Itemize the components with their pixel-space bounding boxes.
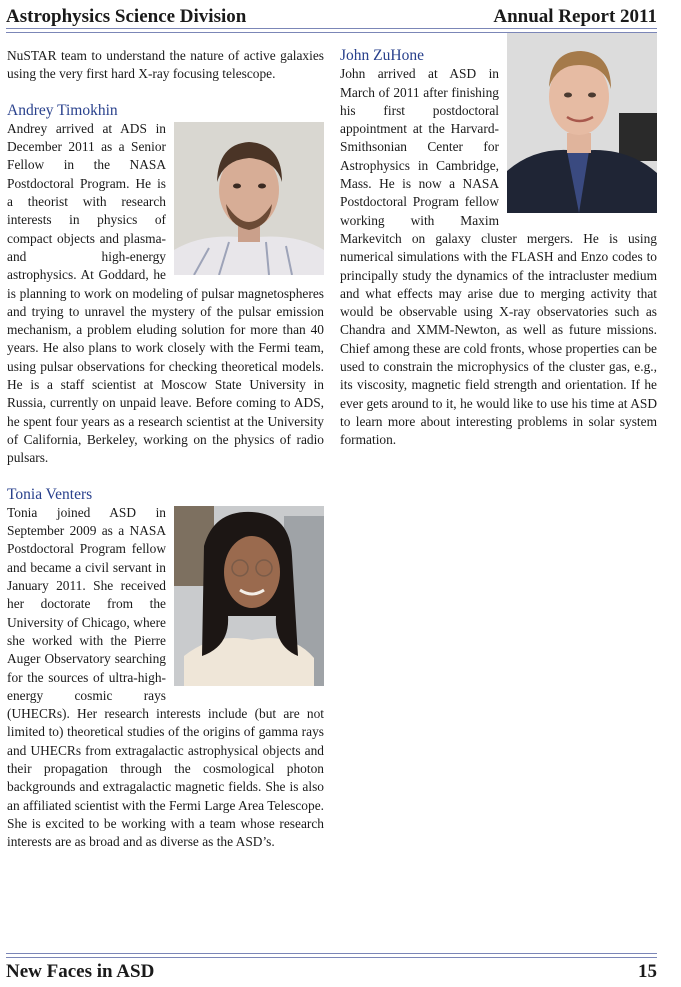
tonia-bio: Tonia joined ASD in September 2009 as a NASA Postdoctoral Program fellow and became a civil servant in January 2011. She received her doctorate from the University of Chicago, where she worked with the Pierre Auger Observatory searching for the sources of ultra-high-energy cosmic rays (UHECRs). Her research interests include (but are not limited to) theoretical studies of the origins of gamma rays and UHECRs from extragalactic astrophysical objects and their propagation through the cosmological photon backgrounds and extragalactic magnetic fields. She is also an affiliated scientist with the Fermi Large Area Telescope. She is excited to be working with a team whose research interests are as broad and as diverse as the ASD’s. <box>7 504 324 850</box>
john-bio: John arrived at ASD in March of 2011 after finishing his first postdoctoral appointment at the Harvard-Smithsonian Center for Astrophysics in Cambridge, Mass. He is now a NASA Postdoctoral Program fellow working with Maxim Markevitch on galaxy cluster mergers. He is using numerical simulations with the FLASH and Enzo codes to principally study the dynamics of the intracluster medium and what effects may arise due to merging activity that would be observable using X-ray observatories such as Chandra and XMM-Newton, as well as future missions. Chief among these are cold fronts, whose properties can be used to constrain the microphysics of the cluster gas, e.g., its viscosity, magnetic field strength and orientation. If he ever gets around to it, he would like to use his time at ASD to learn more about interesting problems in solar system formation. <box>340 66 657 448</box>
header-division: Astrophysics Science Division <box>6 6 247 27</box>
andrey-name-heading: Andrey Timokhin <box>7 101 118 119</box>
intro-paragraph: NuSTAR team to understand the nature of active galaxies using the very first hard X-ray focusing telescope. <box>7 48 324 82</box>
page-number: 15 <box>638 961 657 982</box>
page-footer <box>6 960 657 984</box>
footer-rule-2 <box>6 957 657 958</box>
page-header <box>6 2 657 28</box>
john-name-heading: John ZuHone <box>340 47 424 64</box>
right-column <box>340 47 657 450</box>
andrey-bio: Andrey arrived at ADS in December 2011 as a Senior Fellow in the NASA Postdoctoral Program. He is a theorist with research interests in physics of compact objects and plasma- and high-energy astrophysics. At Goddard, he is planning to work on modeling of pulsar magnetospheres and trying to unravel the mystery of the pulsar emission mechanism, a problem eluding solution for more than 40 years. He also plans to work closely with the Fermi team, using pulsar observations for checking theoretical models. He is a staff scientist at Moscow State University in Russia, currently on unpaid leave. Before coming to ADS, he spent four years as a research scientist at the University of California, Berkeley, working on the physics of radio pulsars. <box>7 120 324 466</box>
footer-rule <box>6 953 657 954</box>
tonia-name-heading: Tonia Venters <box>7 485 93 503</box>
header-report: Annual Report 2011 <box>493 6 657 27</box>
andrey-portrait-photo <box>174 122 324 275</box>
tonia-portrait-photo <box>174 506 324 686</box>
john-portrait-photo <box>507 33 657 213</box>
header-rule <box>6 28 657 29</box>
footer-section-title: New Faces in ASD <box>6 961 155 982</box>
left-column <box>7 47 324 851</box>
